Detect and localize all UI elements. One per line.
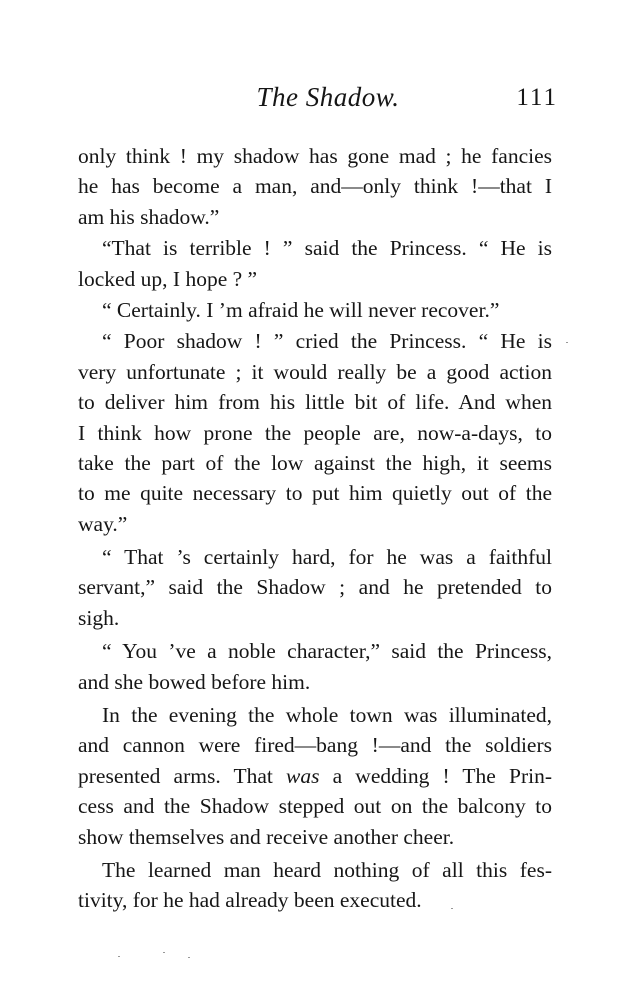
text-line: tivity, for he had already been executed.	[78, 888, 422, 913]
text-line: presented arms. That was a wedding ! The Prin-	[78, 763, 552, 788]
text-line: locked up, I hope ? ”	[78, 266, 258, 291]
text-line: and cannon were fired—bang !—and the soldiers	[78, 733, 552, 758]
text-line: cess and the Shadow stepped out on the balcony to	[78, 794, 552, 819]
text-line: “ That ’s certainly hard, for he was a faithful	[102, 545, 552, 570]
print-speck	[451, 908, 453, 909]
text-line: show themselves and receive another cheer.	[78, 824, 455, 849]
running-head	[78, 82, 558, 122]
print-speck	[188, 957, 190, 958]
text-line: he has become a man, and—only think !—that I	[78, 174, 552, 199]
text-line: In the evening the whole town was illuminated,	[102, 703, 552, 728]
print-speck	[118, 956, 120, 957]
page-number: 111	[516, 84, 558, 111]
text-line: “ Certainly. I ’m afraid he will never recover.”	[102, 297, 500, 322]
text-line: take the part of the low against the high, it seems	[78, 450, 552, 475]
text-line: “ You ’ve a noble character,” said the Princess,	[102, 639, 552, 664]
text-line: to deliver him from his little bit of life. And when	[78, 390, 552, 415]
text-line: am his shadow.”	[78, 204, 220, 229]
print-speck	[566, 342, 568, 343]
body-text	[78, 141, 552, 916]
running-title: The Shadow.	[256, 82, 400, 112]
text-line: very unfortunate ; it would really be a good action	[78, 359, 552, 384]
text-line: servant,” said the Shadow ; and he pretended to	[78, 575, 552, 600]
text-line: The learned man heard nothing of all this fes-	[102, 857, 552, 882]
print-speck	[163, 952, 165, 953]
text-line: way.”	[78, 511, 128, 536]
text-line: “ Poor shadow ! ” cried the Princess. “ He is	[102, 329, 552, 354]
text-line: and she bowed before him.	[78, 669, 311, 694]
emphasis: was	[286, 763, 320, 788]
text-line: I think how prone the people are, now-a-days, to	[78, 420, 552, 445]
text-line: sigh.	[78, 605, 120, 630]
text-line: “That is terrible ! ” said the Princess. “ He is	[102, 236, 552, 261]
text-line: to me quite necessary to put him quietly out of the	[78, 481, 552, 506]
text-line: only think ! my shadow has gone mad ; he fancies	[78, 144, 552, 168]
